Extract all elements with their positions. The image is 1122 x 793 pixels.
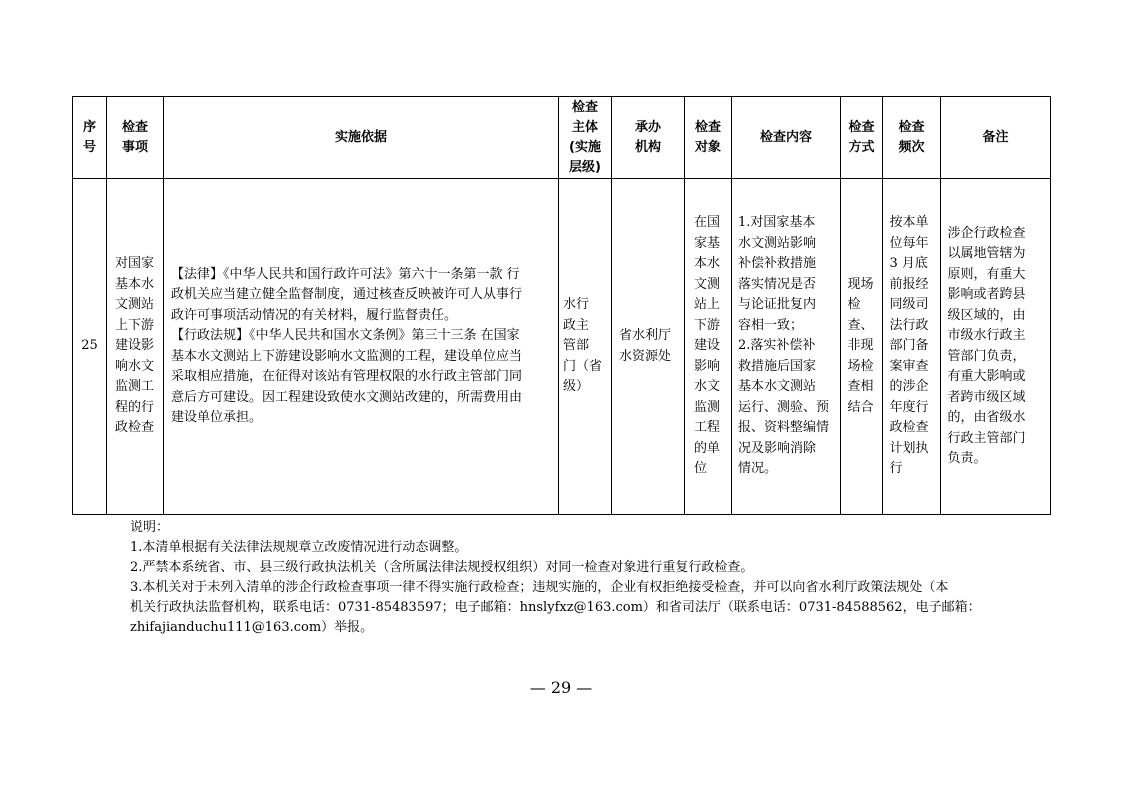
cell-line: 家基: [694, 235, 721, 251]
cell-line: 基本水文测站上下游建设影响水文监测的工程，建设单位应当: [171, 348, 523, 364]
cell-line: 频次: [898, 139, 925, 155]
cell-line: 基本水: [115, 276, 155, 292]
cell-line: 查相: [847, 379, 874, 395]
cell-line: 政检查: [115, 420, 155, 436]
cell-lines: [694, 213, 722, 480]
cell-line: 案审查: [889, 358, 929, 374]
cell-line: 备注: [982, 129, 1009, 145]
cell-lines: [685, 118, 731, 158]
cell-line: 机构: [634, 139, 661, 155]
cell-line: 检查: [898, 119, 925, 135]
cell-lines: [890, 213, 934, 480]
cell-lines: [848, 275, 876, 419]
header-content: [732, 97, 841, 179]
header-method: [841, 97, 883, 179]
cell-line: 程的行: [115, 399, 155, 415]
cell-line: 涉企行政检查: [947, 225, 1026, 241]
cell-line: 况及影响消除: [738, 440, 817, 456]
cell-line: 主体: [571, 119, 598, 135]
cell-line: 门（省: [563, 358, 603, 374]
cell-line: 级）: [563, 379, 590, 395]
cell-line: 非现: [847, 338, 874, 354]
cell-line: 以属地管辖为: [947, 246, 1026, 261]
header-frequency: [883, 97, 941, 179]
cell-line: 水文: [694, 379, 721, 395]
cell-lines: [732, 128, 840, 148]
cell-line: 文测站: [115, 297, 155, 313]
cell-org: [612, 179, 685, 515]
cell-line: 站上: [694, 297, 721, 313]
cell-method: [841, 179, 883, 515]
cell-line: 建设影: [115, 338, 155, 354]
cell-item: [107, 179, 164, 515]
cell-lines: [164, 128, 558, 148]
cell-line: 情况。: [738, 461, 778, 477]
note-line: 机关行政执法监督机构，联系电话：0731-85483597；电子邮箱：hnslyfxz@163.com）和省司法厅（联系电话：0731-84588562，电子邮箱：: [130, 600, 981, 615]
cell-line: 文测: [694, 276, 721, 292]
note-line: zhifajianduchu111@163.com）举报。: [130, 620, 374, 635]
cell-line: 检: [847, 297, 861, 313]
cell-line: 负责。: [947, 451, 987, 466]
cell-line: 管部门负责，: [947, 348, 1026, 364]
cell-line: 部门备: [889, 338, 929, 354]
cell-line: 政检查: [889, 420, 929, 436]
cell-line: 行: [889, 461, 903, 477]
cell-line: 意后方可建设。因工程建设致使水文测站改建的，所需费用由: [171, 389, 523, 405]
cell-lines: [619, 326, 677, 367]
header-remark: [941, 97, 1051, 179]
cell-line: 者跨市级区域: [947, 389, 1026, 405]
cell-line: 建设单位承担。: [171, 410, 263, 425]
cell-lines: [612, 118, 684, 158]
cell-line: 有重大影响或: [947, 369, 1026, 384]
cell-line: 原则，有重大: [947, 266, 1026, 282]
cell-lines: [73, 118, 106, 158]
cell-line: 【法律】《中华人民共和国行政许可法》第六十一条第一款 行: [171, 266, 520, 282]
cell-line: 计划执: [889, 440, 929, 456]
header-basis: [164, 97, 559, 179]
header-item: [107, 97, 164, 179]
cell-line: 检查: [571, 99, 598, 115]
cell-line: 水文测站影响: [738, 235, 817, 251]
cell-line: 监测: [694, 399, 721, 415]
cell-line: 法行政: [889, 317, 929, 333]
cell-line: 影响: [694, 358, 721, 374]
cell-line: 报、资料整编情: [738, 420, 830, 436]
note-line: 1.本清单根据有关法律法规规章立改废情况进行动态调整。: [130, 540, 468, 555]
cell-lines: [559, 98, 611, 178]
cell-subject: [559, 179, 612, 515]
table-row: [73, 179, 1051, 515]
cell-object: [685, 179, 732, 515]
table-header-row: [73, 97, 1051, 179]
cell-basis: [164, 179, 559, 515]
cell-line: 省水利厅: [619, 328, 672, 343]
cell-lines: [883, 118, 940, 158]
cell-line: 场检: [847, 358, 874, 374]
cell-line: 运行、测验、预: [738, 399, 830, 415]
cell-line: 落实情况是否: [738, 276, 817, 292]
cell-line: 号: [82, 139, 96, 155]
cell-line: 年度行: [889, 399, 929, 415]
cell-lines: [171, 265, 551, 429]
cell-line: 政机关应当建立健全监督制度，通过核查反映被许可人从事行: [171, 287, 523, 302]
cell-content: [732, 179, 841, 515]
cell-line: 政许可事项活动情况的有关材料，履行监督责任。: [171, 307, 458, 323]
header-object: [685, 97, 732, 179]
cell-line: 同级司: [889, 297, 929, 313]
cell-lines: [107, 118, 163, 158]
cell-frequency: [883, 179, 941, 515]
cell-line: 响水文: [115, 358, 155, 374]
cell-line: 对象: [694, 139, 721, 155]
cell-seq: 25: [73, 179, 107, 515]
cell-line: 水资源处: [619, 348, 672, 364]
cell-lines: [948, 224, 1044, 470]
cell-remark: [941, 179, 1051, 515]
cell-line: 下游: [694, 317, 721, 333]
cell-line: 事项: [121, 139, 148, 155]
cell-line: 采取相应措施，在征得对该站有管理权限的水行政主管部门同: [171, 369, 523, 384]
cell-line: 救措施后国家: [738, 358, 817, 374]
cell-lines: [738, 213, 834, 480]
cell-line: 前报经: [889, 276, 929, 292]
cell-line: 对国家: [115, 256, 155, 272]
cell-line: 补偿补救措施: [738, 256, 817, 272]
cell-line: 按本单: [889, 215, 929, 231]
cell-line: 影响或者跨县: [947, 287, 1026, 302]
cell-line: 本水: [694, 256, 721, 272]
header-subject: [559, 97, 612, 179]
cell-line: 实施依据: [334, 129, 387, 145]
cell-line: 【行政法规】《中华人民共和国水文条例》第三十三条 在国家: [171, 328, 520, 343]
cell-lines: [941, 128, 1050, 148]
cell-line: 监测工: [115, 379, 155, 395]
cell-line: 水行: [563, 297, 590, 313]
cell-line: 管部: [563, 338, 590, 354]
cell-line: 检查内容: [759, 129, 812, 145]
cell-line: 检查: [121, 119, 148, 135]
note-line: 3.本机关对于未列入清单的涉企行政检查事项一律不得实施行政检查；违规实施的，企业有权拒绝接受检查，并可以向省水利厅政策法规处（本: [130, 580, 949, 595]
cell-line: 级区域的，由: [947, 307, 1026, 323]
cell-line: 位每年: [889, 235, 929, 251]
cell-line: 政主: [563, 317, 590, 333]
note-line: 2.严禁本系统省、市、县三级行政执法机关（含所属法律法规授权组织）对同一检查对象进行重复行政检查。: [130, 560, 754, 575]
note-line: 说明：: [130, 520, 170, 535]
cell-line: 3 月底: [889, 256, 928, 272]
cell-line: 2.落实补偿补: [738, 338, 816, 354]
header-seq: [73, 97, 107, 179]
cell-line: 容相一致；: [738, 317, 804, 333]
cell-line: 工程: [694, 420, 721, 436]
cell-line: 检查: [848, 119, 875, 135]
inspection-table: [72, 96, 1051, 515]
cell-line: 的，由省级水: [947, 410, 1026, 425]
cell-line: 层级): [569, 159, 601, 175]
header-org: [612, 97, 685, 179]
cell-line: 结合: [847, 399, 874, 415]
cell-line: 方式: [848, 139, 875, 155]
cell-line: 基本水文测站: [738, 379, 817, 395]
cell-line: 位: [694, 461, 708, 477]
cell-line: 序: [82, 119, 96, 135]
cell-line: 现场: [847, 276, 874, 292]
cell-line: (实施: [569, 139, 601, 155]
page-number: — 29 —: [529, 678, 593, 697]
cell-lines: [563, 295, 607, 398]
notes: [130, 518, 1030, 638]
cell-line: 承办: [634, 119, 661, 135]
cell-lines: [841, 118, 882, 158]
cell-line: 与论证批复内: [738, 297, 817, 313]
cell-line: 检查: [694, 119, 721, 135]
cell-line: 上下游: [115, 317, 155, 333]
cell-line: 查、: [847, 317, 874, 333]
cell-line: 在国: [694, 215, 721, 231]
cell-line: 的单: [694, 440, 721, 456]
cell-line: 1.对国家基本: [738, 215, 816, 231]
cell-lines: [115, 254, 155, 439]
cell-line: 市级水行政主: [947, 328, 1026, 343]
cell-line: 行政主管部门: [947, 430, 1026, 446]
cell-line: 的涉企: [889, 379, 929, 395]
cell-line: 建设: [694, 338, 721, 354]
